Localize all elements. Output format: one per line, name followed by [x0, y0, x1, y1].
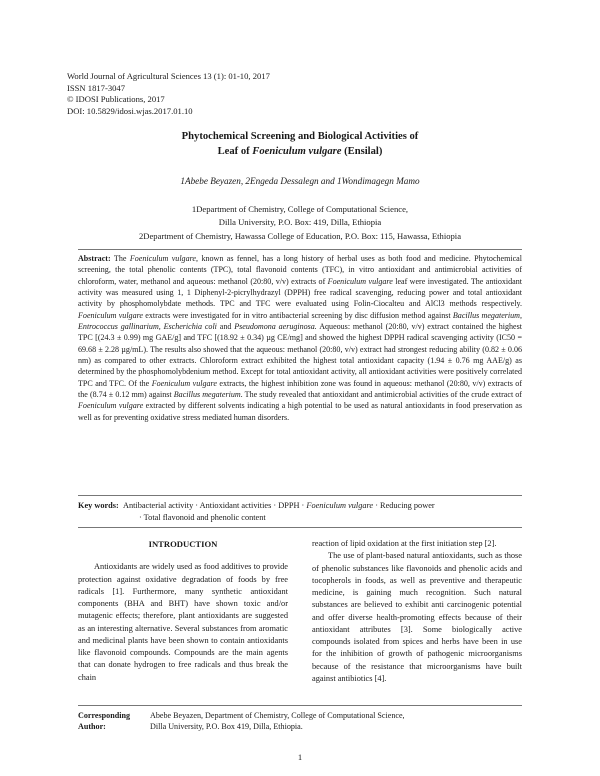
corresponding-label: Corresponding Author:	[78, 711, 131, 732]
affiliation-2: 2Department of Chemistry, Hawassa College of Education, P.O. Box: 115, Hawassa, Ethiopia	[138, 230, 462, 241]
title-line-2-pre: Leaf of	[217, 146, 253, 157]
title-species: Foeniculum vulgare	[252, 146, 342, 157]
issn: ISSN 1817-3047	[67, 82, 126, 93]
intro-paragraph-1: Antioxidants are widely used as food additives to provide protection against oxidative degradation of foods by free radicals [1]. Furthermore, many synthetic antioxidant components (BHA and BHT) have shown toxic and/or mutagenic effects; therefore, plant antioxidants are suggested as an interesting alternative. Several substances from aromatic and medicinal plants have been shown to contain antioxidants like flavonoid compounds. Compounds are the main agents that can donate hydrogen to free radicals and thus break the chain	[78, 562, 288, 682]
divider-mid	[78, 495, 522, 496]
abstract-text: and	[216, 322, 235, 332]
title-line-2-post: (Ensilal)	[341, 146, 383, 157]
abstract-species: Foeniculum vulgare	[78, 310, 144, 320]
corresponding-author	[78, 710, 522, 733]
keywords-text: Antibacterial activity · Antioxidant activities · DPPH ·	[122, 501, 307, 510]
footnote-divider	[78, 705, 522, 706]
corresponding-line-1: Abebe Beyazen, Department of Chemistry, College of Computational Science,	[150, 711, 405, 720]
divider-bottom	[78, 527, 522, 528]
abstract-species: Pseudomona aeruginosa.	[234, 322, 317, 332]
page-number: 1	[297, 752, 303, 762]
abstract-species: Foeniculum vulgare	[78, 401, 144, 411]
affiliation-1-line-1: 1Department of Chemistry, College of Computational Science,	[191, 204, 409, 214]
abstract-text: . The study revealed that antioxidant and antimicrobial activities of the crude extract of	[240, 390, 522, 400]
journal-citation: World Journal of Agricultural Sciences 13 (1): 01-10, 2017	[67, 71, 270, 81]
abstract-species: Bacillus megaterium, Entrococcus gallinarium, Escherichia coli	[78, 310, 522, 332]
paper-title	[60, 129, 540, 159]
abstract-label: Abstract:	[78, 254, 111, 263]
keywords-text: · Reducing power	[373, 501, 435, 510]
abstract-text: extracts, the highest inhibition zone was found in aqueous: methanol (20:80, v/v) extracts of the (8.74 ± 0.12 mm) against	[78, 378, 523, 400]
abstract-species: Bacillus megaterium	[173, 390, 241, 400]
abstract-text: leaf were investigated. The antioxidant activity was measured using 1, 1 Diphenyl-2-picrylhydrazyl (DPPH) free radical scavenging, reducing power and total antioxidant activity by phosphomolybdate methods. TPC and TFC were evaluated using Folin-Ciocalteu and AlCl3 methods respectively.	[78, 276, 522, 309]
keywords-label: Key words:	[78, 501, 119, 510]
title-line-2	[60, 144, 540, 159]
abstract-species: Foeniculum vulgare	[129, 254, 197, 263]
abstract-species: Foeniculum vulgare	[151, 378, 217, 388]
keywords-species: Foeniculum vulgare	[306, 501, 374, 510]
doi: DOI: 10.5829/idosi.wjas.2017.01.10	[67, 105, 193, 116]
intro-paragraph-continued: reaction of lipid oxidation at the first initiation step [2].	[312, 539, 497, 548]
abstract-text: The	[110, 254, 130, 263]
abstract	[78, 253, 522, 423]
corresponding-details	[150, 710, 510, 733]
column-left	[78, 538, 288, 684]
abstract-text: extracted by different solvents indicating a high potential to be used as natural antioxidants in food preservation as well as for preventing oxidative stress mediated human disorders.	[78, 401, 522, 422]
abstract-species: Foeniculum vulgare	[327, 276, 393, 286]
copyright: © IDOSI Publications, 2017	[67, 94, 165, 105]
corresponding-line-2: Dilla University, P.O. Box 419, Dilla, Ethiopia.	[150, 722, 303, 732]
title-line-1: Phytochemical Screening and Biological Activities of	[181, 131, 419, 142]
keywords-line-2: · Total flavonoid and phenolic content	[139, 513, 266, 522]
authors: 1Abebe Beyazen, 2Engeda Dessalegn and 1Wondimagegn Mamo	[180, 176, 420, 186]
affiliation-1-line-2: Dilla University, P.O. Box: 419, Dilla, Ethiopia	[218, 217, 382, 228]
affiliations	[60, 203, 540, 243]
column-right	[312, 538, 522, 685]
intro-paragraph-2: The use of plant-based natural antioxidants, such as those of phenolic substances like flavonoids and phenolic acids and tocopherols in foods, as well as preventive and therapeutic medicine, is gaining much recognition. Such natural substances are believed to exhibit anti carcinogenic potential and offer diverse health-promoting effects because of their antioxidant attributes [3]. Some biologically active compounds isolated from spices and herbs have been in use for the inhibition of growth of pathogenic microorganisms because of the resistance that microorganisms have built against antibiotics [4].	[312, 551, 522, 683]
abstract-text: extracts were investigated for in vitro antibacterial screening by disc diffusion method against	[143, 310, 453, 320]
keywords	[78, 500, 522, 524]
abstract-text: , known as fennel, has a long history of herbal uses as both food and medicine. Phytochemical screening, the total phenolic contents (TPC), total flavonoid contents (TFC), in vitro antioxidant and antimicrobial activities of chloroform, water, methanol and aqueous: methanol (20:80, v/v) extracts of	[78, 254, 522, 286]
divider-top	[78, 249, 522, 250]
section-heading-introduction: INTRODUCTION	[148, 539, 218, 549]
keywords-line-1	[78, 500, 522, 512]
journal-header	[67, 71, 367, 117]
abstract-text: Aqueous: methanol (20:80, v/v) extract contained the highest TPC [(24.3 ± 0.99) mg GAE/g] and TFC [(18.92 ± 0.34) µg CE/mg] and showed the highest DPPH radical scavenging activity (IC50 = 69.68 ± 2.28 µg/mL). The results also showed that the aqueous: methanol (20:80, v/v) extract had strongest reducing ability (0.82 ± 0.06 nm) as compared to other extracts. Chloroform extract exhibited the highest total antioxidant capacity (1.94 ± 0.76 mg AAE/g) as determined by the phosphomolybdenium method. Except for total antioxidant activity, all antioxidant activities were positively correlated TPC and TFC. Of the	[78, 322, 522, 388]
